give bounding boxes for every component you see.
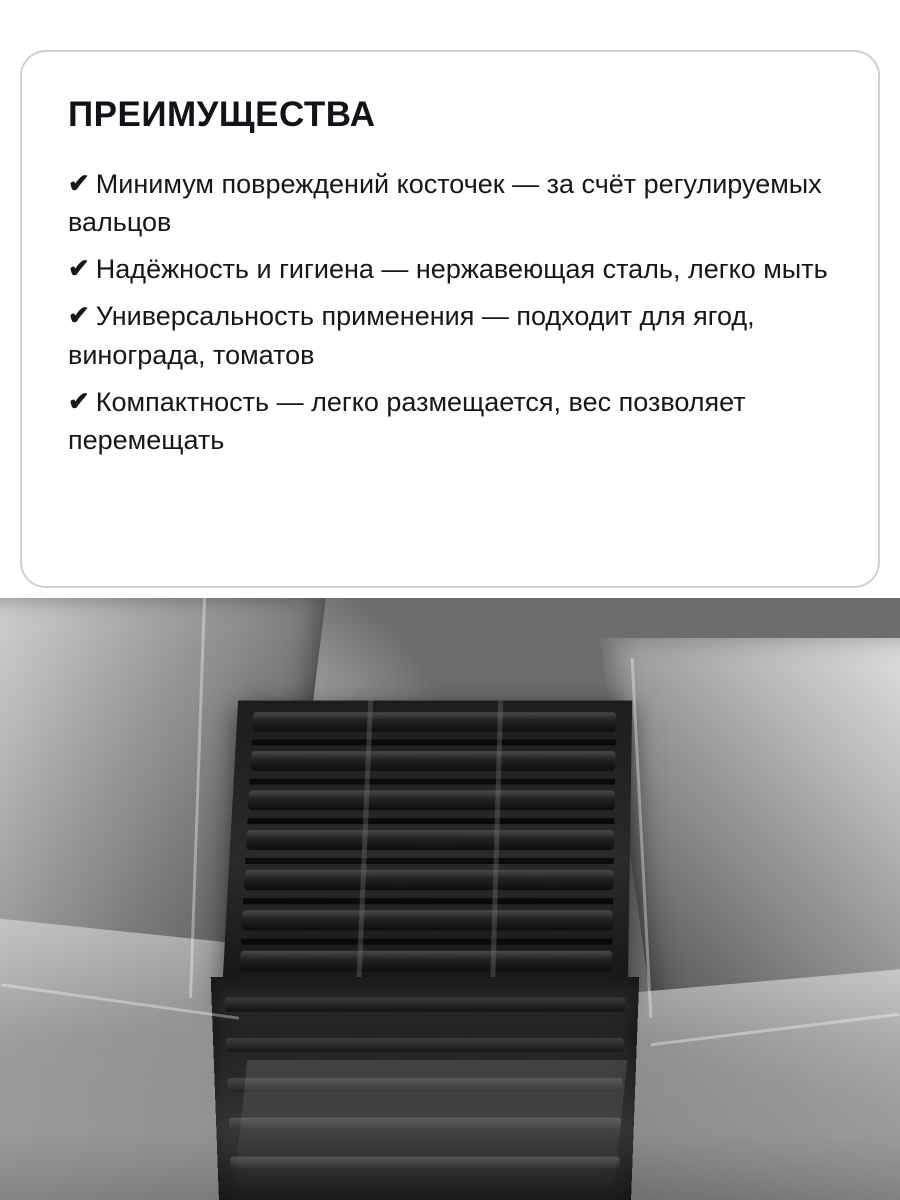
roller-gap [247,818,614,824]
page-title: ПРЕИМУЩЕСТВА [68,95,376,134]
checkmark-icon: ✔ [68,300,90,331]
roller-assembly [222,701,633,1000]
roller-gap [251,739,615,745]
chute-ridge [224,997,625,1011]
list-item [68,383,832,460]
roller-gap [241,939,613,945]
checkmark-icon: ✔ [68,253,90,284]
checkmark-icon: ✔ [68,386,90,417]
benefits-card-zone [0,0,900,598]
roller-gap [243,898,613,904]
roller-gap [245,858,614,864]
roller-bar [248,790,615,810]
list-item [68,250,832,288]
roller-bar [242,910,613,930]
benefit-text: Минимум повреждений косточек — за счёт регулируемых вальцов [68,168,822,237]
benefits-list [68,165,832,460]
roller-bar [239,951,612,971]
checkmark-icon: ✔ [68,167,90,198]
benefits-card [20,50,880,588]
benefit-text: Компактность — легко размещается, вес позволяет перемещать [68,387,746,456]
benefit-text: Универсальность применения — подходит для ягод, винограда, томатов [68,301,755,370]
list-item [68,165,832,242]
roller-bar [250,751,615,771]
benefit-text: Надёжность и гигиена — нержавеющая сталь, легко мыть [95,254,828,285]
roller-bar [252,712,616,731]
floor-reflection [0,1030,900,1200]
roller-gap [249,779,615,785]
list-item [68,297,832,374]
roller-bar [244,870,614,890]
roller-bar [246,830,614,850]
product-photo [0,598,900,1200]
